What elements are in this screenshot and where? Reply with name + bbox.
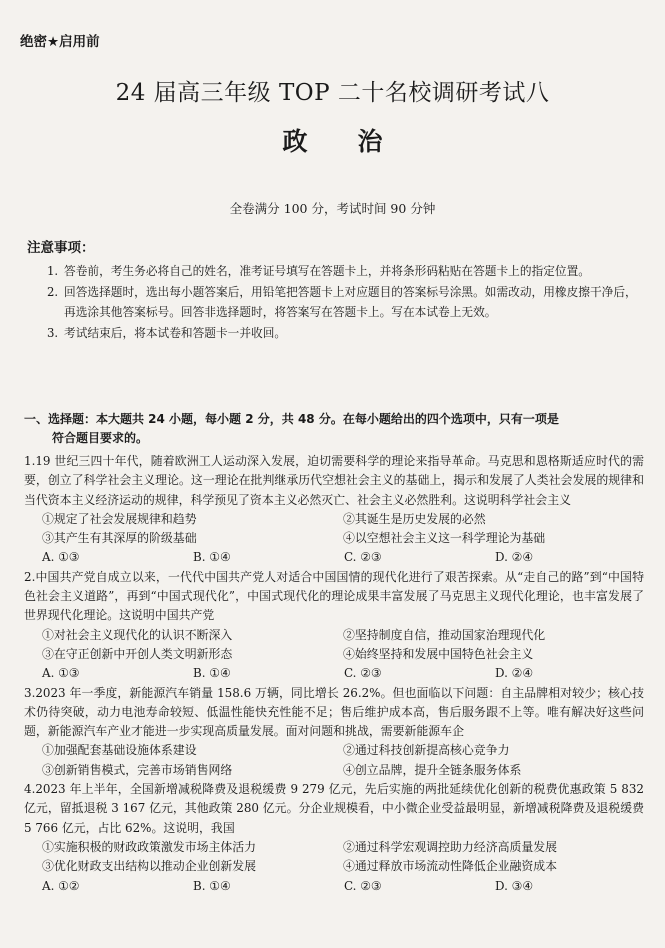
question-stem [24, 452, 644, 510]
answer-row [24, 664, 644, 683]
question-number: 4. [24, 782, 36, 797]
statement-option: ①对社会主义现代化的认识不断深入 [42, 627, 233, 642]
section-heading-line1: 一、选择题：本大题共 24 小题，每小题 2 分，共 48 分。在每小题给出的四个选项中，只有一项是 [24, 412, 559, 426]
notice-item-number: 3. [47, 326, 59, 340]
answer-choice-a: A. ①② [42, 878, 80, 893]
statement-option: ①加强配套基础设施体系建设 [42, 743, 197, 758]
subject-title: 政治 [282, 127, 433, 156]
option-row [24, 761, 644, 780]
question-text: 中国共产党自成立以来，一代代中国共产党人对适合中国国情的现代化进行了艰苦探索。从“走自己的路”到“中国特色社会主义道路”，再到“中国式现代化”，中国式现代化的理论成果丰富发展了马克思主义现代化理论，也丰富发展了世界现代化理论。这说明中国共产党 [24, 569, 644, 623]
statement-option: ②通过科技创新提高核心竞争力 [343, 743, 510, 758]
question-3 [24, 684, 644, 780]
statement-option: ④创立品牌，提升全链条服务体系 [343, 762, 522, 777]
notice-item-text: 答卷前，考生务必将自己的姓名，准考证号填写在答题卡上，并将条形码粘贴在答题卡上的指定位置。 [64, 264, 590, 278]
answer-choice-d: D. ②④ [495, 666, 533, 681]
question-stem [24, 684, 644, 742]
statement-option: ②坚持制度自信，推动国家治理现代化 [343, 627, 546, 642]
question-number: 2. [24, 569, 36, 584]
notice-item [47, 261, 647, 281]
statement-option: ③在守正创新中开创人类文明新形态 [42, 646, 233, 661]
statement-option: ①实施积极的财政政策激发市场主体活力 [42, 839, 257, 854]
question-text: 2023 年一季度，新能源汽车销量 158.6 万辆，同比增长 26.2%。但也面临以下问题：自主品牌相对较少；核心技术仍待突破，动力电池寿命较短、低温性能快充性能不足；售后维护成本高，售后服务跟不上等。唯有解决好这些问题，新能源汽车产业才能进一步实现高质量发展。面对问题和挑战，需要新能源车企 [24, 685, 644, 739]
statement-option: ③创新销售模式，完善市场销售网络 [42, 762, 233, 777]
notice-item [47, 282, 647, 322]
statement-option: ④始终坚持和发展中国特色社会主义 [343, 646, 534, 661]
section-heading [24, 410, 644, 448]
question-list [24, 452, 644, 896]
answer-choice-c: C. ②③ [344, 550, 382, 565]
statement-option: ②其诞生是历史发展的必然 [343, 511, 486, 526]
exam-meta: 全卷满分 100 分，考试时间 90 分钟 [229, 201, 436, 216]
option-row [24, 838, 644, 857]
answer-choice-b: B. ①④ [193, 878, 231, 893]
question-1 [24, 452, 644, 568]
answer-choice-b: B. ①④ [193, 666, 231, 681]
notice-item-number: 2. [47, 285, 59, 299]
answer-choice-b: B. ①④ [193, 550, 231, 565]
exam-title: 24 届高三年级 TOP 二十名校调研考试八 [115, 80, 550, 106]
option-row [24, 510, 644, 529]
question-2 [24, 568, 644, 684]
question-stem [24, 780, 644, 838]
notice-item-number: 1. [47, 264, 59, 278]
question-number: 1. [24, 454, 36, 468]
question-number: 3. [24, 685, 36, 700]
answer-row [24, 548, 644, 567]
answer-choice-d: D. ②④ [495, 550, 533, 565]
answer-choice-a: A. ①③ [42, 666, 80, 681]
option-row [24, 645, 644, 664]
answer-row [24, 877, 644, 896]
option-row [24, 857, 644, 876]
question-text: 2023 年上半年，全国新增减税降费及退税缓费 9 279 亿元，先后实施的两批延续优化创新的税费优惠政策 5 832 亿元，留抵退税 3 167 亿元，其他政策 280 亿元。分企业规模看，中小微企业受益最明显，新增减税降费及退税缓费 5 766 亿元，占比 62%。这说明，我国 [24, 782, 644, 835]
notice-item-text: 考试结束后，将本试卷和答题卡一并收回。 [64, 326, 287, 340]
statement-option: ④以空想社会主义这一科学理论为基础 [343, 531, 546, 546]
question-stem [24, 568, 644, 626]
question-4 [24, 780, 644, 896]
secret-label: 绝密★启用前 [20, 34, 100, 50]
answer-choice-c: C. ②③ [344, 878, 382, 893]
question-text: 19 世纪三四十年代，随着欧洲工人运动深入发展，迫切需要科学的理论来指导革命。马克思和恩格斯适应时代的需要，创立了科学社会主义理论。这一理论在批判继承历代空想社会主义的基础上，揭示和发展了人类社会发展的规律和当代资本主义经济运动的规律，科学预见了资本主义必然灭亡、社会主义必然胜利。这说明科学社会主义 [24, 454, 644, 507]
statement-option: ②通过科学宏观调控助力经济高质量发展 [343, 839, 558, 854]
statement-option: ③其产生有其深厚的阶级基础 [42, 531, 197, 546]
answer-choice-a: A. ①③ [42, 550, 80, 565]
statement-option: ③优化财政支出结构以推动企业创新发展 [42, 859, 257, 874]
notice-list [47, 261, 647, 344]
option-row [24, 626, 644, 645]
notice-item [47, 323, 647, 343]
statement-option: ①规定了社会发展规律和趋势 [42, 511, 197, 526]
notice-title: 注意事项： [27, 240, 95, 256]
option-row [24, 529, 644, 548]
section-heading-line2: 符合题目要求的。 [52, 431, 149, 445]
answer-choice-c: C. ②③ [344, 666, 382, 681]
answer-choice-d: D. ③④ [495, 878, 533, 893]
option-row [24, 741, 644, 760]
notice-item-text: 回答选择题时，选出每小题答案后，用铅笔把答题卡上对应题目的答案标号涂黑。如需改动，用橡皮擦干净后，再选涂其他答案标号。回答非选择题时，将答案写在答题卡上。写在本试卷上无效。 [64, 285, 637, 319]
statement-option: ④通过释放市场流动性降低企业融资成本 [343, 859, 558, 874]
